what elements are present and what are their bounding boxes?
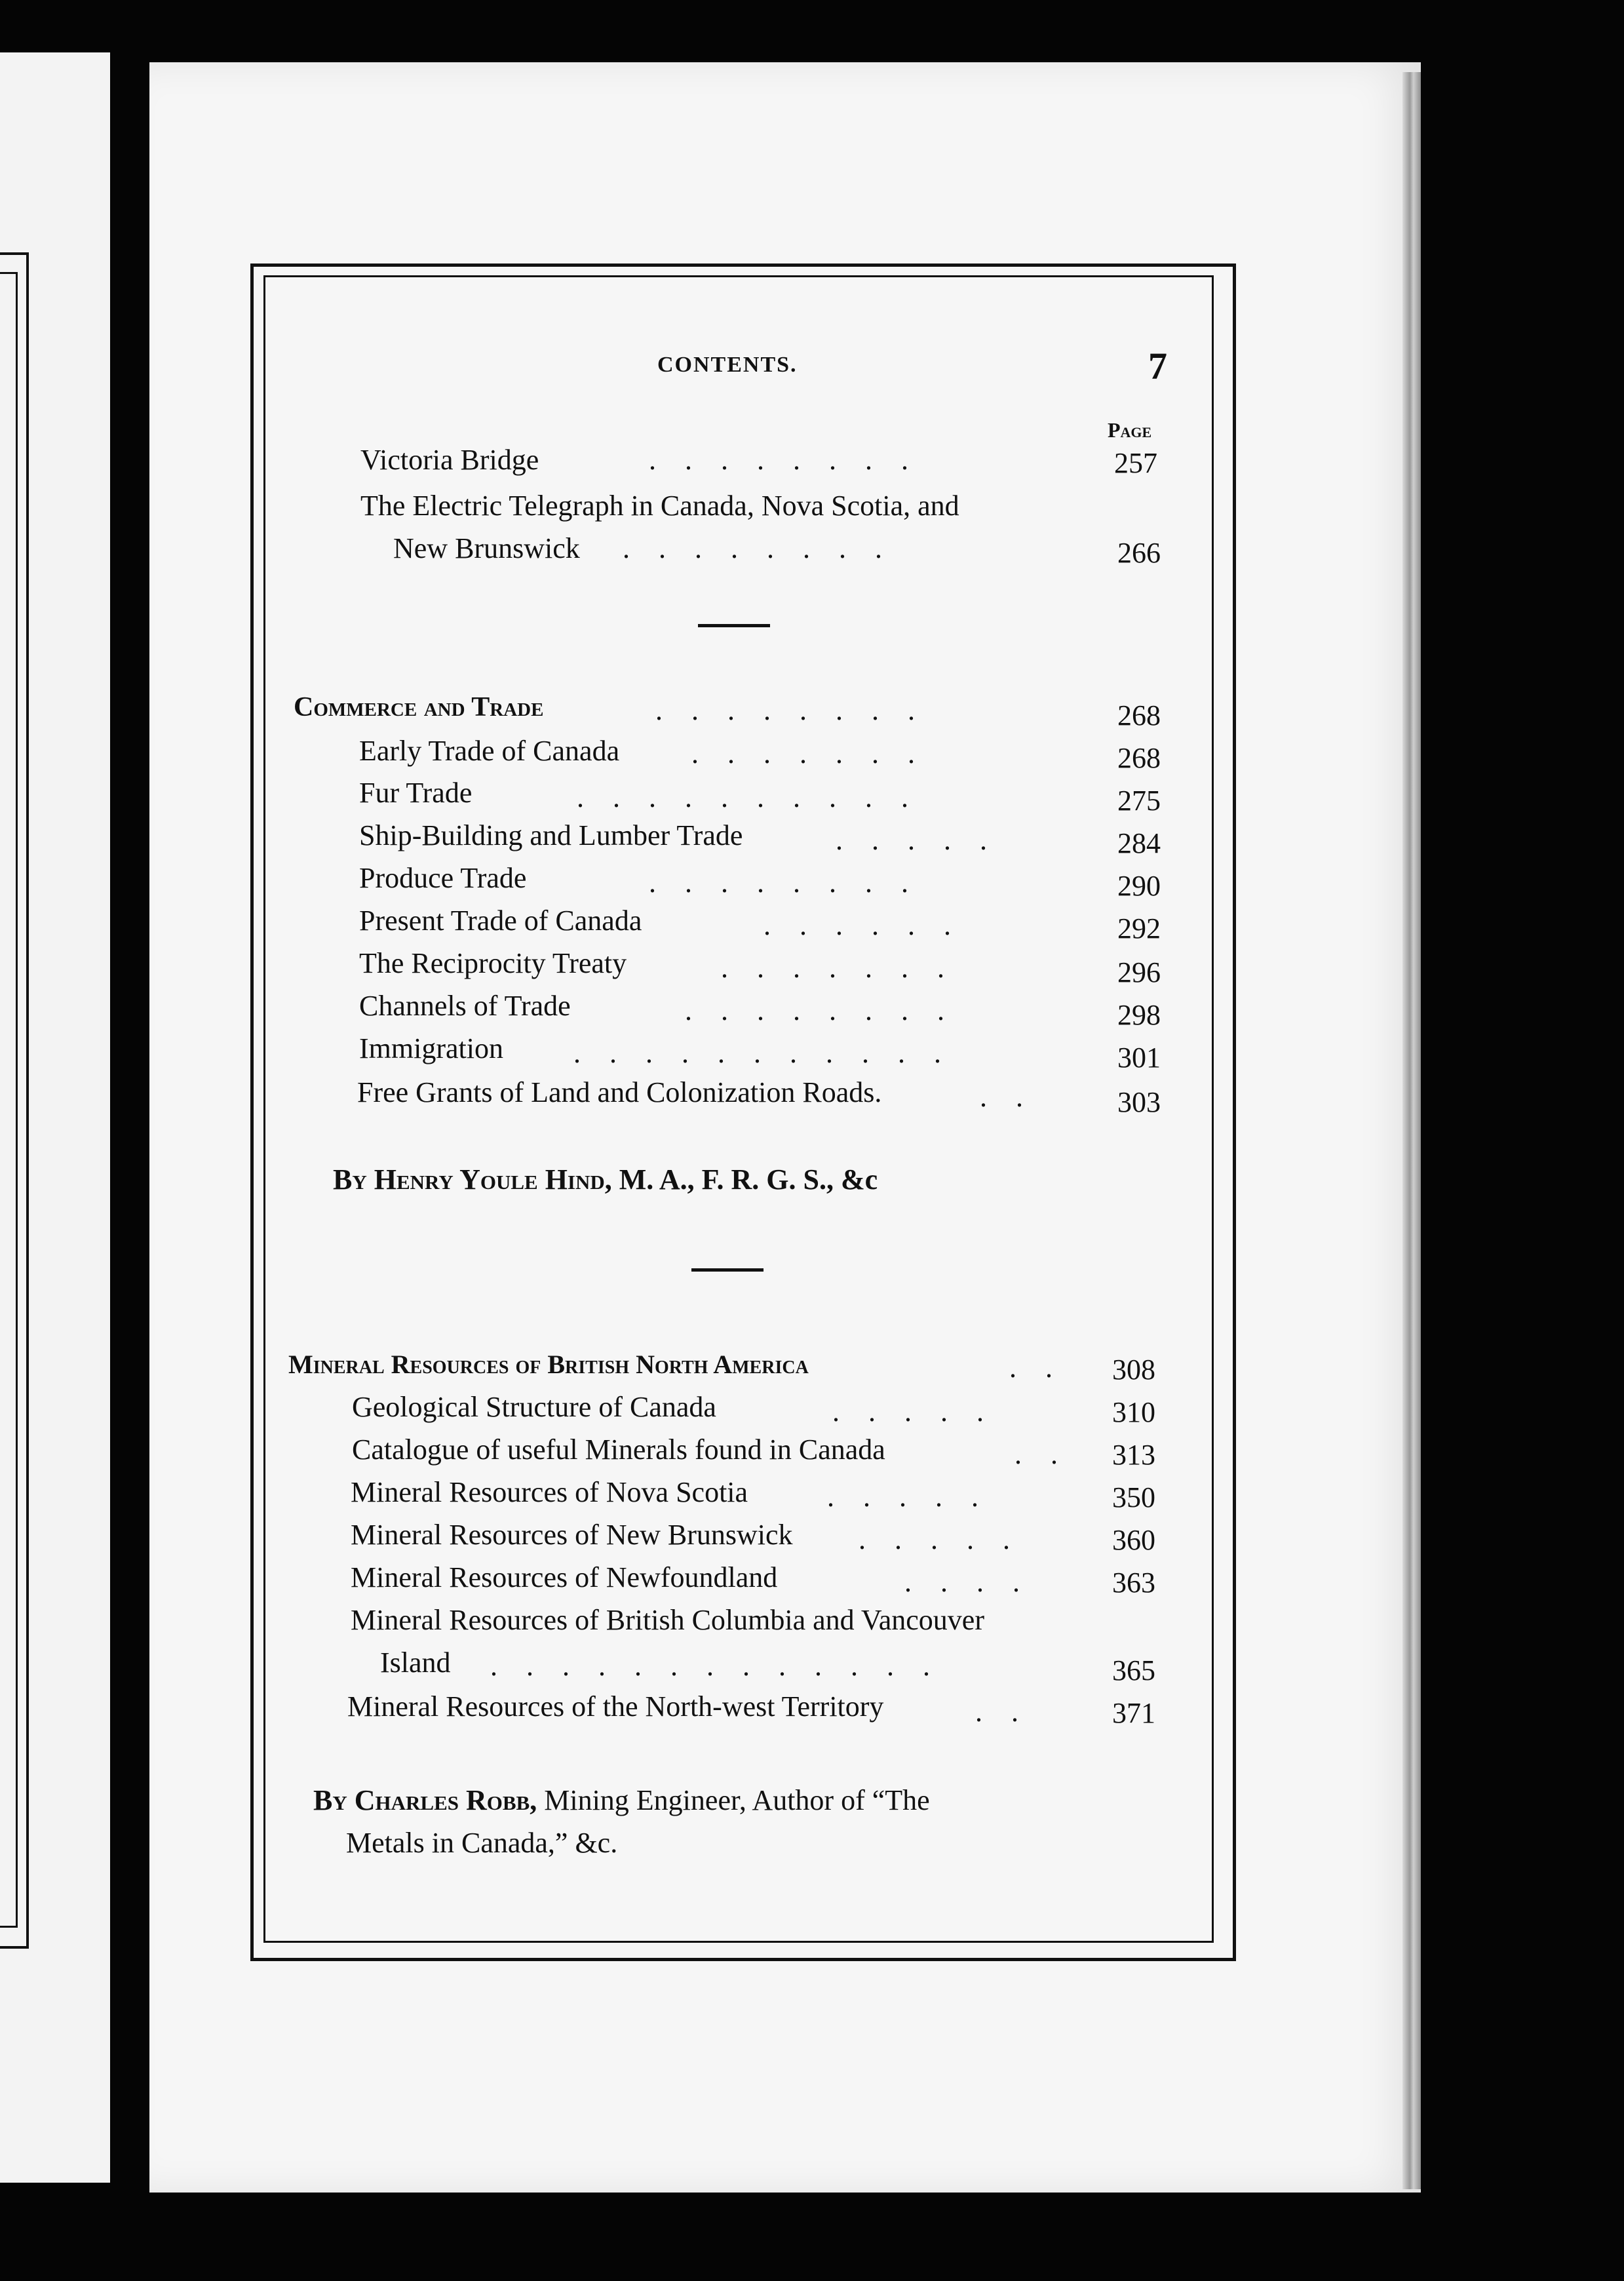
toc-entry-page: 301	[1117, 1042, 1161, 1074]
section-divider	[698, 624, 770, 627]
toc-entry-page: 350	[1112, 1481, 1155, 1513]
toc-entry-title: Channels of Trade	[359, 990, 571, 1022]
toc-entry-title: Mineral Resources of New Brunswick	[351, 1519, 793, 1551]
toc-entry-title: Mineral Resources of Newfoundland	[351, 1561, 778, 1593]
toc-entry-title: Immigration	[359, 1032, 503, 1064]
toc-entry-title-continued: Island	[380, 1647, 451, 1679]
dot-leader: . . . . . . . . . .	[577, 781, 908, 813]
section-divider	[691, 1268, 764, 1272]
toc-entry-page: 371	[1112, 1697, 1155, 1729]
toc-entry-title: The Electric Telegraph in Canada, Nova Scotia, and	[360, 490, 959, 522]
toc-entry-page: 257	[1114, 447, 1157, 479]
toc-entry-title: Early Trade of Canada	[359, 735, 620, 767]
toc-entry-page: 268	[1117, 699, 1161, 731]
dot-leader: . . . . .	[859, 1523, 1010, 1555]
dot-leader: . . . . . . .	[721, 952, 944, 984]
toc-entry-title: The Reciprocity Treaty	[359, 947, 627, 979]
dot-leader: . .	[980, 1081, 1023, 1113]
toc-entry-page: 290	[1117, 870, 1161, 902]
dot-leader: . . . . . . . .	[655, 694, 915, 726]
dot-leader: . . . . . . . .	[623, 532, 882, 564]
dot-leader: . .	[1009, 1352, 1053, 1384]
dot-leader: . . . . .	[827, 1481, 978, 1513]
author-credit	[313, 1786, 930, 1815]
toc-entry-title: Geological Structure of Canada	[352, 1391, 716, 1423]
author-description: Mining Engineer, Author of “The	[544, 1784, 930, 1816]
author-credit	[333, 1165, 878, 1194]
dot-leader: . . . . . . .	[691, 737, 915, 770]
toc-entry-title: Free Grants of Land and Colonization Roads.	[357, 1076, 882, 1108]
dot-leader: . .	[975, 1696, 1018, 1728]
toc-entry-page: 292	[1117, 912, 1161, 945]
author-name: By Charles Robb,	[313, 1784, 537, 1816]
dot-leader: . . . .	[904, 1566, 1020, 1598]
dot-leader: . . . . . .	[764, 909, 951, 941]
toc-entry-page: 310	[1112, 1396, 1155, 1428]
book-gutter	[110, 52, 149, 2189]
toc-entry-page: 363	[1112, 1567, 1155, 1599]
toc-entry-page: 308	[1112, 1354, 1155, 1386]
section-heading: Commerce and Trade	[294, 692, 544, 722]
toc-entry-title: Present Trade of Canada	[359, 905, 642, 937]
dot-leader: . . . . .	[832, 1395, 984, 1428]
toc-entry-page: 298	[1117, 999, 1161, 1031]
dot-leader: . . . . . . . .	[649, 444, 908, 476]
author-name: By Henry Youle Hind,	[333, 1163, 612, 1196]
toc-entry-page: 365	[1112, 1654, 1155, 1686]
toc-entry-page: 275	[1117, 785, 1161, 817]
toc-entry-title-continued: New Brunswick	[393, 532, 580, 564]
toc-entry-page: 296	[1117, 956, 1161, 988]
dot-leader: . .	[1015, 1438, 1058, 1470]
toc-entry-title: Mineral Resources of Nova Scotia	[351, 1476, 748, 1508]
toc-entry-page: 284	[1117, 827, 1161, 859]
dot-leader: . . . . . . . .	[649, 867, 908, 899]
toc-entry-page: 266	[1117, 537, 1161, 569]
facing-page-frame-inner	[0, 272, 18, 1928]
page-number: 7	[1148, 345, 1167, 387]
author-degrees: M. A., F. R. G. S., &c	[619, 1163, 878, 1196]
toc-entry-title: Fur Trade	[359, 777, 473, 809]
toc-entry-title: Mineral Resources of British Columbia and Vancouver	[351, 1604, 984, 1636]
toc-entry-title: Victoria Bridge	[360, 444, 539, 476]
page-column-label: Page	[1108, 418, 1152, 442]
dot-leader: . . . . . . . .	[685, 994, 944, 1026]
section-heading: Mineral Resources of British North America	[288, 1350, 809, 1379]
dot-leader: . . . . .	[836, 824, 987, 856]
toc-entry-page: 313	[1112, 1439, 1155, 1471]
toc-entry-page: 303	[1117, 1086, 1161, 1118]
author-credit-continued: Metals in Canada,” &c.	[346, 1827, 618, 1859]
dot-leader: . . . . . . . . . . . . .	[490, 1650, 930, 1682]
running-head: CONTENTS.	[657, 353, 798, 377]
dot-leader: . . . . . . . . . . .	[573, 1037, 941, 1069]
toc-entry-page: 360	[1112, 1524, 1155, 1556]
toc-entry-title: Ship-Building and Lumber Trade	[359, 819, 743, 851]
toc-entry-title: Produce Trade	[359, 862, 527, 894]
toc-entry-title: Catalogue of useful Minerals found in Canada	[352, 1433, 885, 1466]
page-edge	[1402, 72, 1421, 2189]
toc-entry-page: 268	[1117, 742, 1161, 774]
toc-entry-title: Mineral Resources of the North-west Territory	[347, 1690, 884, 1723]
